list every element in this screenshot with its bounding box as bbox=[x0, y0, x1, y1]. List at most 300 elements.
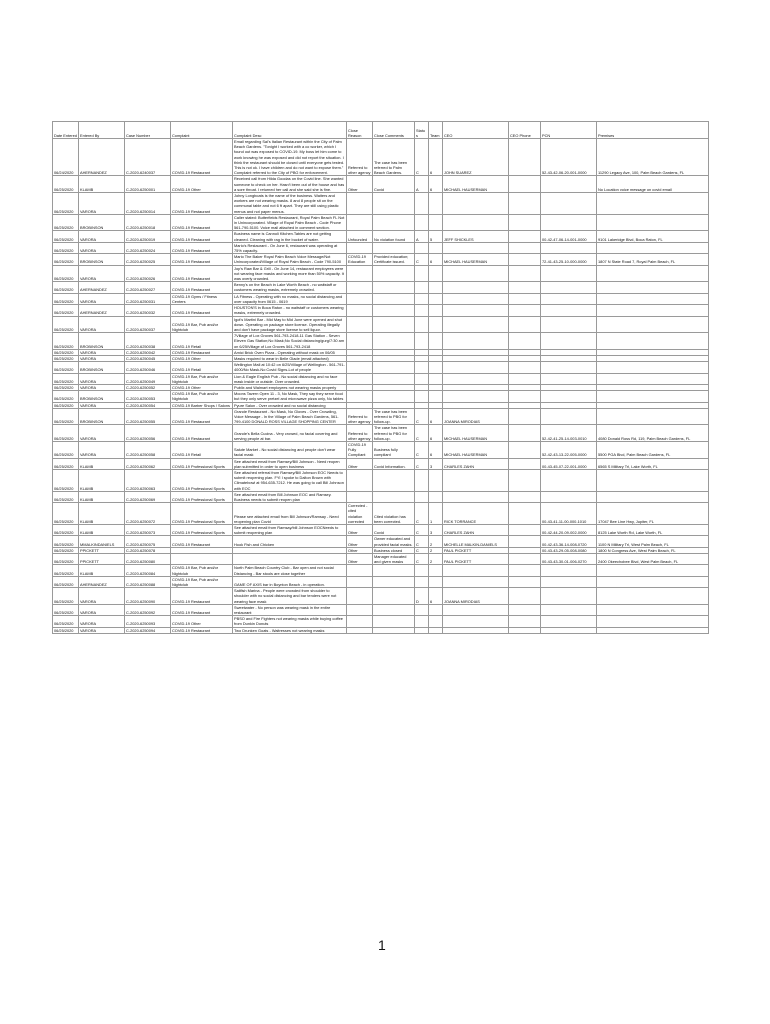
table-cell: C-2020-6250088 bbox=[125, 576, 171, 587]
table-cell bbox=[597, 491, 709, 502]
table-cell: VARORA bbox=[79, 293, 125, 304]
table-cell bbox=[415, 391, 429, 402]
table-cell: COVID-19 Restaurant bbox=[171, 282, 233, 293]
table-cell bbox=[373, 565, 415, 576]
table-cell: COVID-19 Bar, Pub and/or Nightclub bbox=[171, 391, 233, 402]
table-cell bbox=[509, 214, 541, 231]
table-cell: 6 bbox=[429, 588, 443, 605]
table-cell bbox=[429, 604, 443, 615]
table-cell: 06/25/2020 bbox=[53, 469, 79, 491]
table-row bbox=[53, 441, 709, 458]
complaint-table bbox=[52, 121, 709, 634]
table-cell bbox=[443, 565, 509, 576]
table-cell: VARORA bbox=[79, 425, 125, 442]
table-cell: COVID-19 Restaurant bbox=[171, 408, 233, 425]
table-cell: A bbox=[415, 231, 429, 242]
table-cell bbox=[443, 604, 509, 615]
table-cell bbox=[597, 362, 709, 373]
table-cell: Masks required to wear in Belle Glade (email attached) bbox=[233, 355, 347, 361]
table-row bbox=[53, 282, 709, 293]
table-cell: COVID-19 Professional Sports bbox=[171, 503, 233, 525]
table-cell: COVID-19 Fully Compliant bbox=[347, 441, 373, 458]
table-cell bbox=[509, 627, 541, 633]
table-cell bbox=[373, 214, 415, 231]
table-cell bbox=[597, 214, 709, 231]
table-cell bbox=[347, 293, 373, 304]
table-cell bbox=[509, 254, 541, 265]
table-cell: COVID-19 Restaurant bbox=[171, 231, 233, 242]
table-cell bbox=[597, 576, 709, 587]
table-cell: 06/25/2020 bbox=[53, 355, 79, 361]
table-cell: 06/25/2020 bbox=[53, 576, 79, 587]
table-cell: C-2020-6250055 bbox=[125, 408, 171, 425]
table-cell bbox=[347, 265, 373, 282]
table-cell: KLAMB bbox=[79, 525, 125, 536]
table-cell: 06/25/2020 bbox=[53, 604, 79, 615]
table-cell bbox=[429, 469, 443, 491]
table-row bbox=[53, 373, 709, 384]
table-cell: VARORA bbox=[79, 616, 125, 627]
table-cell bbox=[415, 362, 429, 373]
table-row bbox=[53, 536, 709, 547]
table-cell: KLAMB bbox=[79, 565, 125, 576]
table-cell: COVID-19 Bar, Pub and/or Nightclub bbox=[171, 576, 233, 587]
table-cell: Owner educated and provided facial masks. bbox=[374, 536, 413, 547]
table-cell: COVID-19 Restaurant bbox=[171, 214, 233, 231]
table-cell: C-2020-6250025 bbox=[125, 254, 171, 265]
table-cell: CHARLES ZAHN bbox=[443, 458, 509, 469]
table-cell bbox=[373, 576, 415, 587]
table-cell bbox=[597, 588, 709, 605]
table-cell: COVID-19 Restaurant bbox=[171, 254, 233, 265]
table-cell bbox=[415, 373, 429, 384]
table-cell: C-2020-6250092 bbox=[125, 604, 171, 615]
table-cell: 52-42-43-13-22-005-0000 bbox=[541, 441, 597, 458]
table-cell: 06/25/2020 bbox=[53, 349, 79, 355]
table-cell bbox=[597, 282, 709, 293]
table-cell bbox=[373, 333, 415, 350]
table-cell bbox=[541, 193, 597, 215]
table-cell: BROBINSON bbox=[79, 214, 125, 231]
table-cell: The case has been referred to PBG for follow-up. bbox=[373, 425, 415, 442]
table-cell bbox=[415, 616, 429, 627]
table-cell: C-2020-6250053 bbox=[125, 391, 171, 402]
table-cell: Other bbox=[347, 525, 373, 536]
table-cell: C-2020-6250069 bbox=[125, 491, 171, 502]
table-cell bbox=[509, 458, 541, 469]
table-cell: Referred to other agency bbox=[347, 408, 373, 425]
table-cell: GAME OF AXIS bar in Boynton Beach - in operation. bbox=[233, 576, 347, 587]
table-cell bbox=[443, 293, 509, 304]
table-cell: See attached referral from Ramsey/Bill Johnson EOC Needs to submit reopening plan. FYI I spoke to Dalton Brown with Climatebowl at 954-635-7212. He was going to call Bill Johnson with EOC bbox=[233, 469, 347, 491]
table-cell: COVID-19 Restaurant bbox=[171, 604, 233, 615]
table-cell: KLAMB bbox=[79, 491, 125, 502]
table-cell: 00-42-44-20-09-002-0000 bbox=[541, 525, 597, 536]
table-cell bbox=[597, 391, 709, 402]
table-cell: Sailfish Marina - People were crowded from shoulder to shoulder with no social distancing and bar tenders were not wearing face mask bbox=[233, 588, 347, 605]
table-cell: 9101 Lakeridge Blvd, Boca Raton, FL bbox=[597, 231, 709, 242]
table-cell: 00-42-43-36-14-008-0720 bbox=[541, 536, 597, 547]
table-cell: 1 bbox=[429, 503, 443, 525]
table-cell bbox=[443, 316, 509, 333]
table-cell: No violation found bbox=[373, 231, 415, 242]
table-cell: COVID-19 Other bbox=[171, 176, 233, 193]
column-header: Premises bbox=[597, 122, 709, 139]
table-cell bbox=[597, 242, 709, 253]
table-row bbox=[53, 425, 709, 442]
table-cell bbox=[509, 503, 541, 525]
table-cell: BROBINSON bbox=[79, 391, 125, 402]
table-cell: VARORA bbox=[79, 231, 125, 242]
table-cell bbox=[509, 554, 541, 565]
table-cell bbox=[415, 491, 429, 502]
table-cell: Other bbox=[347, 458, 373, 469]
table-cell bbox=[347, 469, 373, 491]
table-cell: C-2020-6250062 bbox=[125, 458, 171, 469]
table-cell bbox=[509, 469, 541, 491]
table-cell: Corrected - cited violation corrected bbox=[347, 503, 373, 525]
table-cell bbox=[373, 293, 415, 304]
table-cell: KLAMB bbox=[79, 458, 125, 469]
table-cell: Hook Fish and Chicken bbox=[233, 536, 347, 547]
table-cell bbox=[541, 333, 597, 350]
table-cell: VARORA bbox=[79, 265, 125, 282]
table-cell bbox=[597, 193, 709, 215]
table-cell bbox=[347, 627, 373, 633]
table-cell: COVID-19 Retail bbox=[171, 362, 233, 373]
table-cell: 06/25/2020 bbox=[53, 333, 79, 350]
table-cell: COVID-19 Other bbox=[171, 384, 233, 390]
table-cell bbox=[429, 576, 443, 587]
table-cell: COVID-19 Restaurant bbox=[171, 193, 233, 215]
table-cell: 2 bbox=[429, 547, 443, 553]
table-cell: COVID-19 Restaurant bbox=[171, 627, 233, 633]
table-cell bbox=[541, 627, 597, 633]
table-cell bbox=[443, 362, 509, 373]
table-cell bbox=[443, 616, 509, 627]
table-cell: C-2020-6250001 bbox=[125, 176, 171, 193]
table-cell bbox=[541, 214, 597, 231]
table-cell: C-2020-6250019 bbox=[125, 231, 171, 242]
table-cell: C-2020-6250049 bbox=[125, 373, 171, 384]
table-cell: C bbox=[415, 536, 429, 547]
table-cell bbox=[509, 425, 541, 442]
table-cell bbox=[373, 316, 415, 333]
table-cell bbox=[373, 616, 415, 627]
table-cell: AHERNANDEZ bbox=[79, 305, 125, 316]
table-cell bbox=[415, 469, 429, 491]
table-cell: 06/25/2020 bbox=[53, 242, 79, 253]
table-cell: 06/25/2020 bbox=[53, 525, 79, 536]
column-header: Status bbox=[415, 122, 429, 139]
table-cell: Covid bbox=[373, 176, 415, 193]
table-cell: VARORA bbox=[79, 193, 125, 215]
table-cell: PPICKETT bbox=[79, 547, 125, 553]
table-cell: AHERNANDEZ bbox=[79, 576, 125, 587]
table-cell bbox=[597, 408, 709, 425]
table-cell: C-2020-6250080 bbox=[125, 554, 171, 565]
table-cell: VARORA bbox=[79, 384, 125, 390]
table-cell bbox=[373, 391, 415, 402]
table-cell: COVID-19 Restaurant bbox=[171, 588, 233, 605]
table-cell: 06/25/2020 bbox=[53, 193, 79, 215]
table-cell bbox=[373, 265, 415, 282]
table-cell: See attached email from Ramsey/Bill Johnson - Need reopen plan submitted in order to open business bbox=[233, 458, 347, 469]
table-cell: JOANNA MIRODIAS bbox=[443, 408, 509, 425]
table-cell: C bbox=[415, 458, 429, 469]
table-cell: 06/25/2020 bbox=[53, 565, 79, 576]
table-cell: JOHN SUAREZ bbox=[443, 139, 509, 176]
table-cell: Amici Brick Oven Pizza - Operating without mask on 06/05 bbox=[233, 349, 347, 355]
table-cell: 4080 Donald Ross Rd, 119, Palm Beach Gardens, FL bbox=[597, 425, 709, 442]
table-cell: Pyure Salon - Over crowded and no social distancing bbox=[233, 402, 347, 408]
table-cell bbox=[541, 373, 597, 384]
table-cell: C-2020-6250024 bbox=[125, 242, 171, 253]
table-cell: Other bbox=[347, 554, 373, 565]
table-cell: C-2020-6250084 bbox=[125, 565, 171, 576]
table-cell: 06/25/2020 bbox=[53, 305, 79, 316]
table-cell bbox=[373, 627, 415, 633]
table-cell: COVID-19 Professional Sports bbox=[171, 491, 233, 502]
table-row bbox=[53, 362, 709, 373]
table-cell bbox=[429, 265, 443, 282]
table-cell bbox=[541, 265, 597, 282]
table-cell: Benny's on the Beach in Lake Worth Beach - no waitstaff or customers wearing masks, extremely crowded. bbox=[233, 282, 347, 293]
table-cell bbox=[373, 373, 415, 384]
table-cell: MICHELLE MALKIN-DANIELS bbox=[443, 536, 509, 547]
table-cell: C-2020-6250072 bbox=[125, 503, 171, 525]
column-header: CEO Phone bbox=[509, 122, 541, 139]
table-cell: MICHAEL HAUSERMAN bbox=[443, 425, 509, 442]
table-cell: CHARLES ZAHN bbox=[443, 525, 509, 536]
table-cell: Two Drunken Goats - Waitresses not wearing masks bbox=[233, 627, 347, 633]
table-cell bbox=[415, 333, 429, 350]
table-cell: Salute Market - No social distancing and people don't wear facial mask bbox=[233, 441, 347, 458]
table-cell: North Palm Beach Country Club - Bar open and not social Distancing - Bar stools are close together bbox=[233, 565, 347, 576]
table-cell bbox=[373, 362, 415, 373]
table-cell: See attached email from Bill Johnson EOC and Ramsey. Business needs to submit reopen plan bbox=[233, 491, 347, 502]
table-cell bbox=[443, 391, 509, 402]
table-cell bbox=[373, 242, 415, 253]
table-cell bbox=[415, 265, 429, 282]
table-cell bbox=[443, 305, 509, 316]
table-row bbox=[53, 408, 709, 425]
table-cell: C-2020-6250054 bbox=[125, 402, 171, 408]
table-cell bbox=[429, 316, 443, 333]
table-cell: VARORA bbox=[79, 402, 125, 408]
column-header: Close Comments bbox=[373, 122, 415, 139]
table-cell: 8125 Lake Worth Rd, Lake Worth, FL bbox=[597, 525, 709, 536]
table-cell: VARORA bbox=[79, 242, 125, 253]
table-cell bbox=[541, 604, 597, 615]
table-cell: KLAMB bbox=[79, 503, 125, 525]
table-row bbox=[53, 616, 709, 627]
table-cell: 06/25/2020 bbox=[53, 503, 79, 525]
table-cell: C bbox=[415, 254, 429, 265]
table-cell: VARORA bbox=[79, 349, 125, 355]
table-cell: VARORA bbox=[79, 441, 125, 458]
table-cell bbox=[597, 265, 709, 282]
table-cell: 06/25/2020 bbox=[53, 402, 79, 408]
table-cell bbox=[347, 565, 373, 576]
table-cell bbox=[347, 616, 373, 627]
table-cell: COVID-19 Restaurant bbox=[171, 425, 233, 442]
table-cell: 6 bbox=[429, 254, 443, 265]
table-cell bbox=[443, 373, 509, 384]
table-cell: C-2020-6250026 bbox=[125, 265, 171, 282]
column-header: Close Reason bbox=[347, 122, 373, 139]
table-cell bbox=[443, 491, 509, 502]
table-cell bbox=[443, 282, 509, 293]
table-cell: 2 bbox=[429, 554, 443, 565]
table-cell: C-2020-6250031 bbox=[125, 293, 171, 304]
table-cell: 3 bbox=[429, 458, 443, 469]
table-cell: D bbox=[415, 588, 429, 605]
table-cell bbox=[509, 333, 541, 350]
table-cell: 06/25/2020 bbox=[53, 391, 79, 402]
table-cell: COVID-19 Restaurant bbox=[171, 265, 233, 282]
table-cell: 06/25/2020 bbox=[53, 231, 79, 242]
table-cell bbox=[415, 214, 429, 231]
table-cell bbox=[443, 627, 509, 633]
table-cell bbox=[509, 231, 541, 242]
table-cell bbox=[509, 565, 541, 576]
table-cell: 06/25/2020 bbox=[53, 293, 79, 304]
table-row bbox=[53, 503, 709, 525]
table-cell: Sweetwater - No person was wearing mask in the entire restaurant bbox=[233, 604, 347, 615]
column-header: Case Number bbox=[125, 122, 171, 139]
table-cell: MICHAEL HAUSERMAN bbox=[443, 441, 509, 458]
table-cell bbox=[597, 604, 709, 615]
table-cell: JEFF SHICKLES bbox=[443, 231, 509, 242]
table-cell: 06/25/2020 bbox=[53, 554, 79, 565]
table-cell: 17047 Bee Line Hwy, Jupiter, FL bbox=[597, 503, 709, 525]
table-cell: 06/25/2020 bbox=[53, 491, 79, 502]
table-cell bbox=[443, 214, 509, 231]
table-cell bbox=[233, 554, 347, 565]
table-cell: Publix and Walmart employees not wearing masks properly bbox=[233, 384, 347, 390]
table-cell: 06/25/2020 bbox=[53, 425, 79, 442]
table-cell bbox=[443, 333, 509, 350]
table-cell bbox=[415, 627, 429, 633]
table-cell: 06/25/2020 bbox=[53, 265, 79, 282]
table-cell: C bbox=[415, 139, 429, 176]
table-cell: COVID-19 Other bbox=[171, 355, 233, 361]
table-cell: VARORA bbox=[79, 588, 125, 605]
table-row bbox=[53, 176, 709, 193]
table-cell bbox=[541, 362, 597, 373]
table-cell bbox=[509, 408, 541, 425]
table-row bbox=[53, 254, 709, 265]
table-cell: C-2020-6250093 bbox=[125, 616, 171, 627]
table-cell: A bbox=[415, 176, 429, 193]
table-row bbox=[53, 604, 709, 615]
table-cell: COVID-19 Professional Sports bbox=[171, 525, 233, 536]
table-cell bbox=[429, 305, 443, 316]
table-cell bbox=[443, 242, 509, 253]
table-row bbox=[53, 576, 709, 587]
table-cell: C-2020-6250014 bbox=[125, 193, 171, 215]
table-cell: 06/25/2020 bbox=[53, 616, 79, 627]
table-row bbox=[53, 214, 709, 231]
table-cell: 00-43-45-07-22-001-0000 bbox=[541, 458, 597, 469]
table-cell: KLAMB bbox=[79, 176, 125, 193]
table-cell: 5500 PGA Blvd, Palm Beach Gardens, FL bbox=[597, 441, 709, 458]
table-cell: 6 bbox=[429, 176, 443, 193]
table-cell: 52-43-42-06-20-001-0000 bbox=[541, 139, 597, 176]
table-cell: 1807 N State Road 7, Royal Palm Beach, FL bbox=[597, 254, 709, 265]
table-cell: Unfounded bbox=[347, 231, 373, 242]
table-cell: COVID-19 Professional Sports bbox=[171, 469, 233, 491]
table-cell: Johny Longboats is the name of the business. Waiters and workers are not wearing masks. 8 and 8 people sit on the communal table and not 6 ft apart. They are still using plastic menus and not paper menus. bbox=[233, 193, 347, 215]
table-row bbox=[53, 525, 709, 536]
table-cell: C bbox=[415, 425, 429, 442]
table-cell: BROBINSON bbox=[79, 362, 125, 373]
table-cell: C-2020-6250063 bbox=[125, 469, 171, 491]
table-cell: RICK TORRANCE bbox=[443, 503, 509, 525]
table-cell bbox=[429, 333, 443, 350]
table-body bbox=[53, 139, 709, 634]
table-cell: Received call from Hilda Goodas on the Covid line. She wanted someone to check on her. Hasn't been out of the house and has a sore throat. I returned her call and she said she is fine. bbox=[233, 176, 347, 193]
table-cell: VARORA bbox=[79, 604, 125, 615]
table-cell: Other bbox=[347, 536, 373, 547]
table-row bbox=[53, 547, 709, 553]
table-cell bbox=[597, 305, 709, 316]
table-cell bbox=[347, 214, 373, 231]
table-cell: C-2020-6250058 bbox=[125, 441, 171, 458]
table-row bbox=[53, 627, 709, 633]
table-cell: COVID-19 Restaurant bbox=[171, 349, 233, 355]
table-cell: AHERNANDEZ bbox=[79, 139, 125, 176]
table-cell: COVID-19 Retail bbox=[171, 333, 233, 350]
table-cell bbox=[347, 316, 373, 333]
table-cell: Jop's Raw Bar & Grill - On June 14, restaurant employees were not wearing face masks and working more than 50% capacity. It was overly crowded. bbox=[233, 265, 347, 282]
table-cell: COVID-19 Restaurant bbox=[171, 305, 233, 316]
table-cell bbox=[429, 373, 443, 384]
table-cell bbox=[509, 491, 541, 502]
table-cell: MICHAEL HAUSERMAN bbox=[443, 176, 509, 193]
table-cell bbox=[509, 616, 541, 627]
table-cell bbox=[429, 214, 443, 231]
table-cell: Moons Tavern Open 11 - 3, No Mask, They say they serve food but they only serve pretzel and microwave pizza only, No tables bbox=[233, 391, 347, 402]
table-cell bbox=[541, 588, 597, 605]
table-cell bbox=[429, 616, 443, 627]
table-cell bbox=[415, 305, 429, 316]
table-row bbox=[53, 565, 709, 576]
table-row bbox=[53, 458, 709, 469]
table-cell bbox=[347, 491, 373, 502]
table-cell: PAUL PICKETT bbox=[443, 554, 509, 565]
table-cell: Business closed bbox=[373, 547, 415, 553]
table-cell: Business fully compliant bbox=[373, 441, 415, 458]
table-cell bbox=[509, 139, 541, 176]
table-cell bbox=[509, 525, 541, 536]
table-cell: C-2020-6250032 bbox=[125, 305, 171, 316]
table-cell bbox=[541, 491, 597, 502]
table-cell: C bbox=[415, 547, 429, 553]
page-number: 1 bbox=[378, 937, 386, 953]
table-cell bbox=[509, 576, 541, 587]
table-cell bbox=[415, 193, 429, 215]
table-cell: C-2020-6250073 bbox=[125, 525, 171, 536]
table-cell bbox=[597, 316, 709, 333]
table-cell: COVID-19 Restaurant bbox=[171, 536, 233, 547]
table-cell: C-2020-6250037 bbox=[125, 316, 171, 333]
table-cell bbox=[373, 305, 415, 316]
table-cell: COVID-19 Bar, Pub and/or Nightclub bbox=[171, 565, 233, 576]
table-cell: 06/25/2020 bbox=[53, 316, 79, 333]
table-cell bbox=[347, 305, 373, 316]
